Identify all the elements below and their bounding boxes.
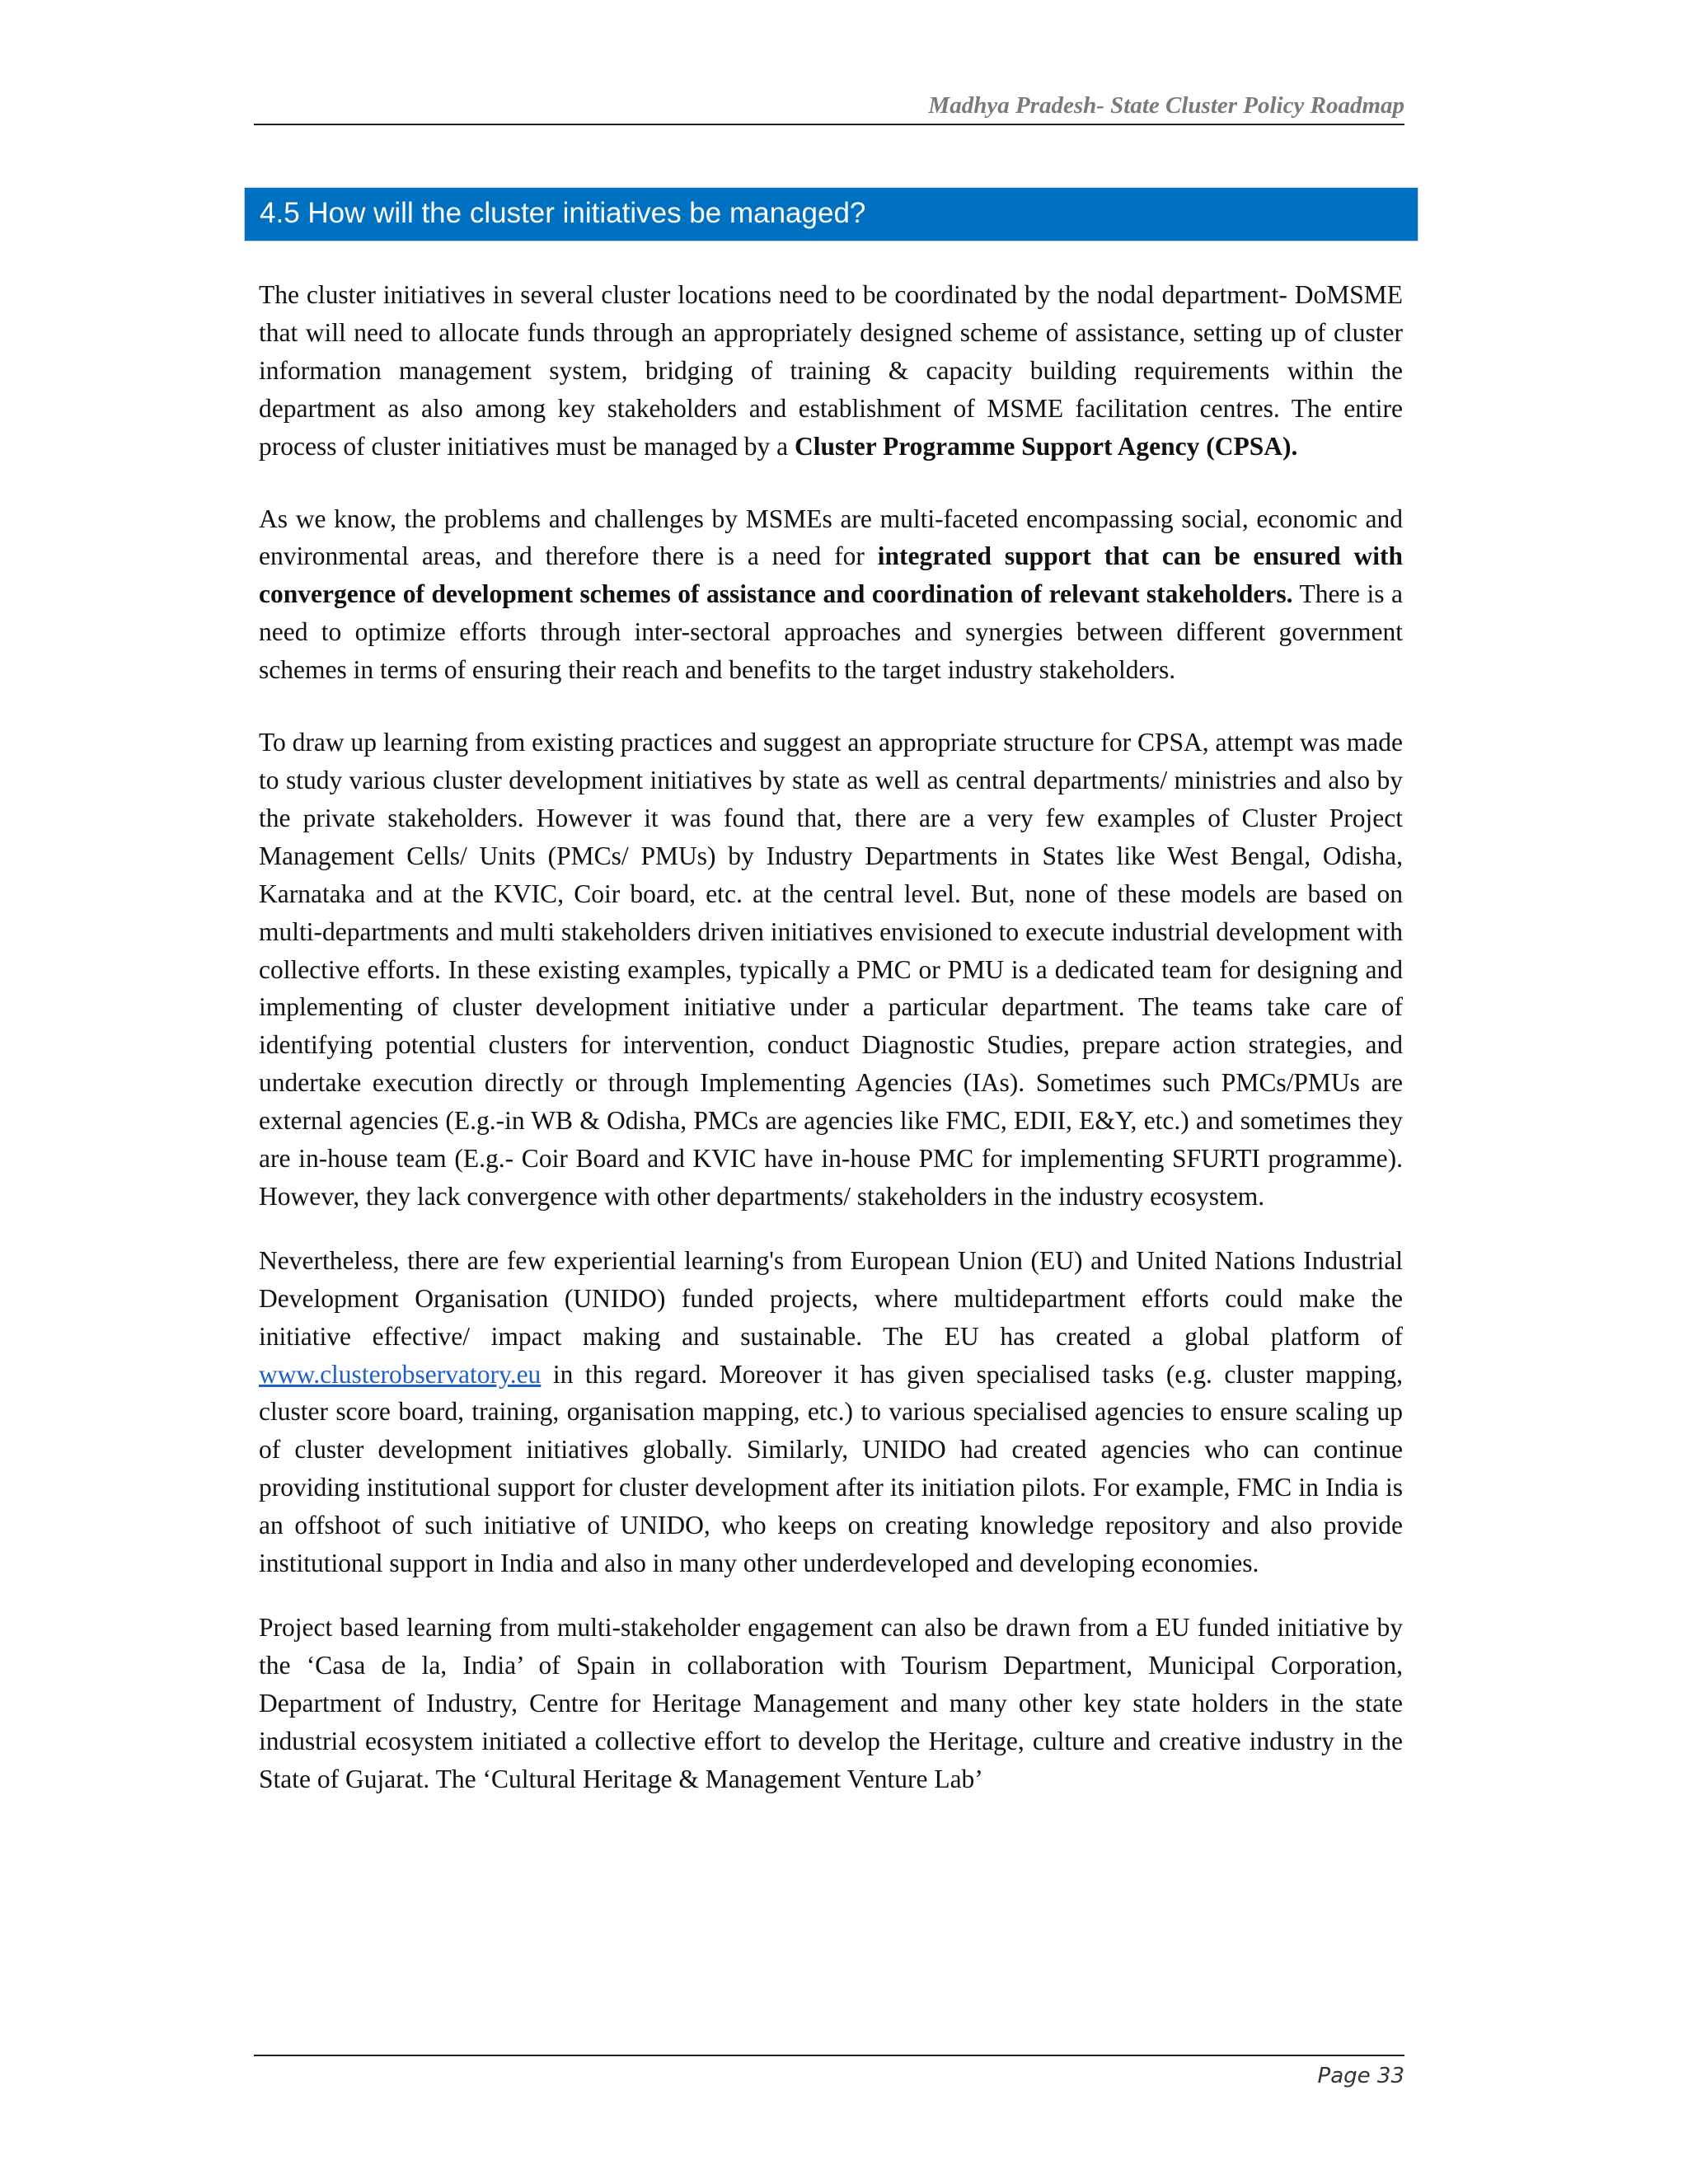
- body-text: [259, 276, 1403, 1798]
- paragraph-existing-practices: To draw up learning from existing practices and suggest an appropriate structure for CPSA, attempt was made to study various cluster development initiatives by state as well as central departments/ ministries and also by the private stakeholders. However it was found that, there are a very few examples of Cluster Project Management Cells/ Units (PMCs/ PMUs) by Industry Departments in States like West Bengal, Odisha, Karnataka and at the KVIC, Coir board, etc. at the central level. But, none of these models are based on multi-departments and multi stakeholders driven initiatives envisioned to execute industrial development with collective efforts. In these existing examples, typically a PMC or PMU is a dedicated team for designing and implementing of cluster development initiative under a particular department. The teams take care of identifying potential clusters for intervention, conduct Diagnostic Studies, prepare action strategies, and undertake execution directly or through Implementing Agencies (IAs). Sometimes such PMCs/PMUs are external agencies (E.g.-in WB & Odisha, PMCs are agencies like FMC, EDII, E&Y, etc.) and sometimes they are in-house team (E.g.- Coir Board and KVIC have in-house PMC for implementing SFURTI programme). However, they lack convergence with other departments/ stakeholders in the industry ecosystem.: [259, 728, 1403, 1211]
- paragraph-msme-challenges: [259, 500, 1403, 690]
- section-heading-bar: [244, 187, 1418, 241]
- paragraph-text: The cluster initiatives in several cluster locations need to be coordinated by the nodal department- DoMSME that will need to allocate funds through an appropriately designed scheme of assistance, setting up of cluster information management system, bridging of training & capacity building requirements within the department as also among key stakeholders and establishment of MSME facilitation centres. The entire process of cluster initiatives must be managed by a: [259, 280, 1403, 461]
- paragraph-eu-unido: [259, 1242, 1403, 1582]
- running-header: Madhya Pradesh- State Cluster Policy Roadmap: [928, 92, 1404, 119]
- bold-phrase-cpsa: Cluster Programme Support Agency (CPSA).: [794, 431, 1298, 461]
- bold-phrase-integrated-support: integrated support that can be ensured with convergence of development schemes of assistance and coordination of relevant stakeholders.: [259, 541, 1403, 609]
- paragraph-project-learning: Project based learning from multi-stakeholder engagement can also be drawn from a EU funded initiative by the ‘Casa de la, India’ of Spain in collaboration with Tourism Department, Municipal Corporation, Department of Industry, Centre for Heritage Management and many other key state holders in the state industrial ecosystem initiated a collective effort to develop the Heritage, culture and creative industry in the State of Gujarat. The ‘Cultural Heritage & Management Venture Lab’: [259, 1613, 1403, 1793]
- paragraph-text: There is a need to optimize efforts through inter-sectoral approaches and synergies between different government schemes in terms of ensuring their reach and benefits to the target industry stakeholders.: [259, 579, 1403, 685]
- page-number: Page 33: [1317, 2064, 1404, 2088]
- paragraph-text: in this regard. Moreover it has given specialised tasks (e.g. cluster mapping, cluster score board, training, organisation mapping, etc.) to various specialised agencies to ensure scaling up of cluster development initiatives globally. Similarly, UNIDO had created agencies who can continue providing institutional support for cluster development after its initiation pilots. For example, FMC in India is an offshoot of such initiative of UNIDO, who keeps on creating knowledge repository and also provide institutional support in India and also in many other underdeveloped and developing economies.: [259, 1359, 1403, 1578]
- cluster-observatory-link[interactable]: www.clusterobservatory.eu: [259, 1359, 542, 1389]
- section-title: 4.5 How will the cluster initiatives be managed?: [260, 197, 866, 229]
- header-rule: [254, 124, 1404, 125]
- footer-rule: [254, 2055, 1404, 2056]
- paragraph-text: Nevertheless, there are few experiential learning's from European Union (EU) and United Nations Industrial Development Organisation (UNIDO) funded projects, where multidepartment efforts could make the initiative effective/ impact making and sustainable. The EU has created a global platform of: [259, 1245, 1403, 1351]
- paragraph-text: As we know, the problems and challenges by MSMEs are multi-faceted encompassing social, economic and environmental areas, and therefore there is a need for: [259, 504, 1403, 571]
- paragraph-cpsa-intro: [259, 276, 1403, 466]
